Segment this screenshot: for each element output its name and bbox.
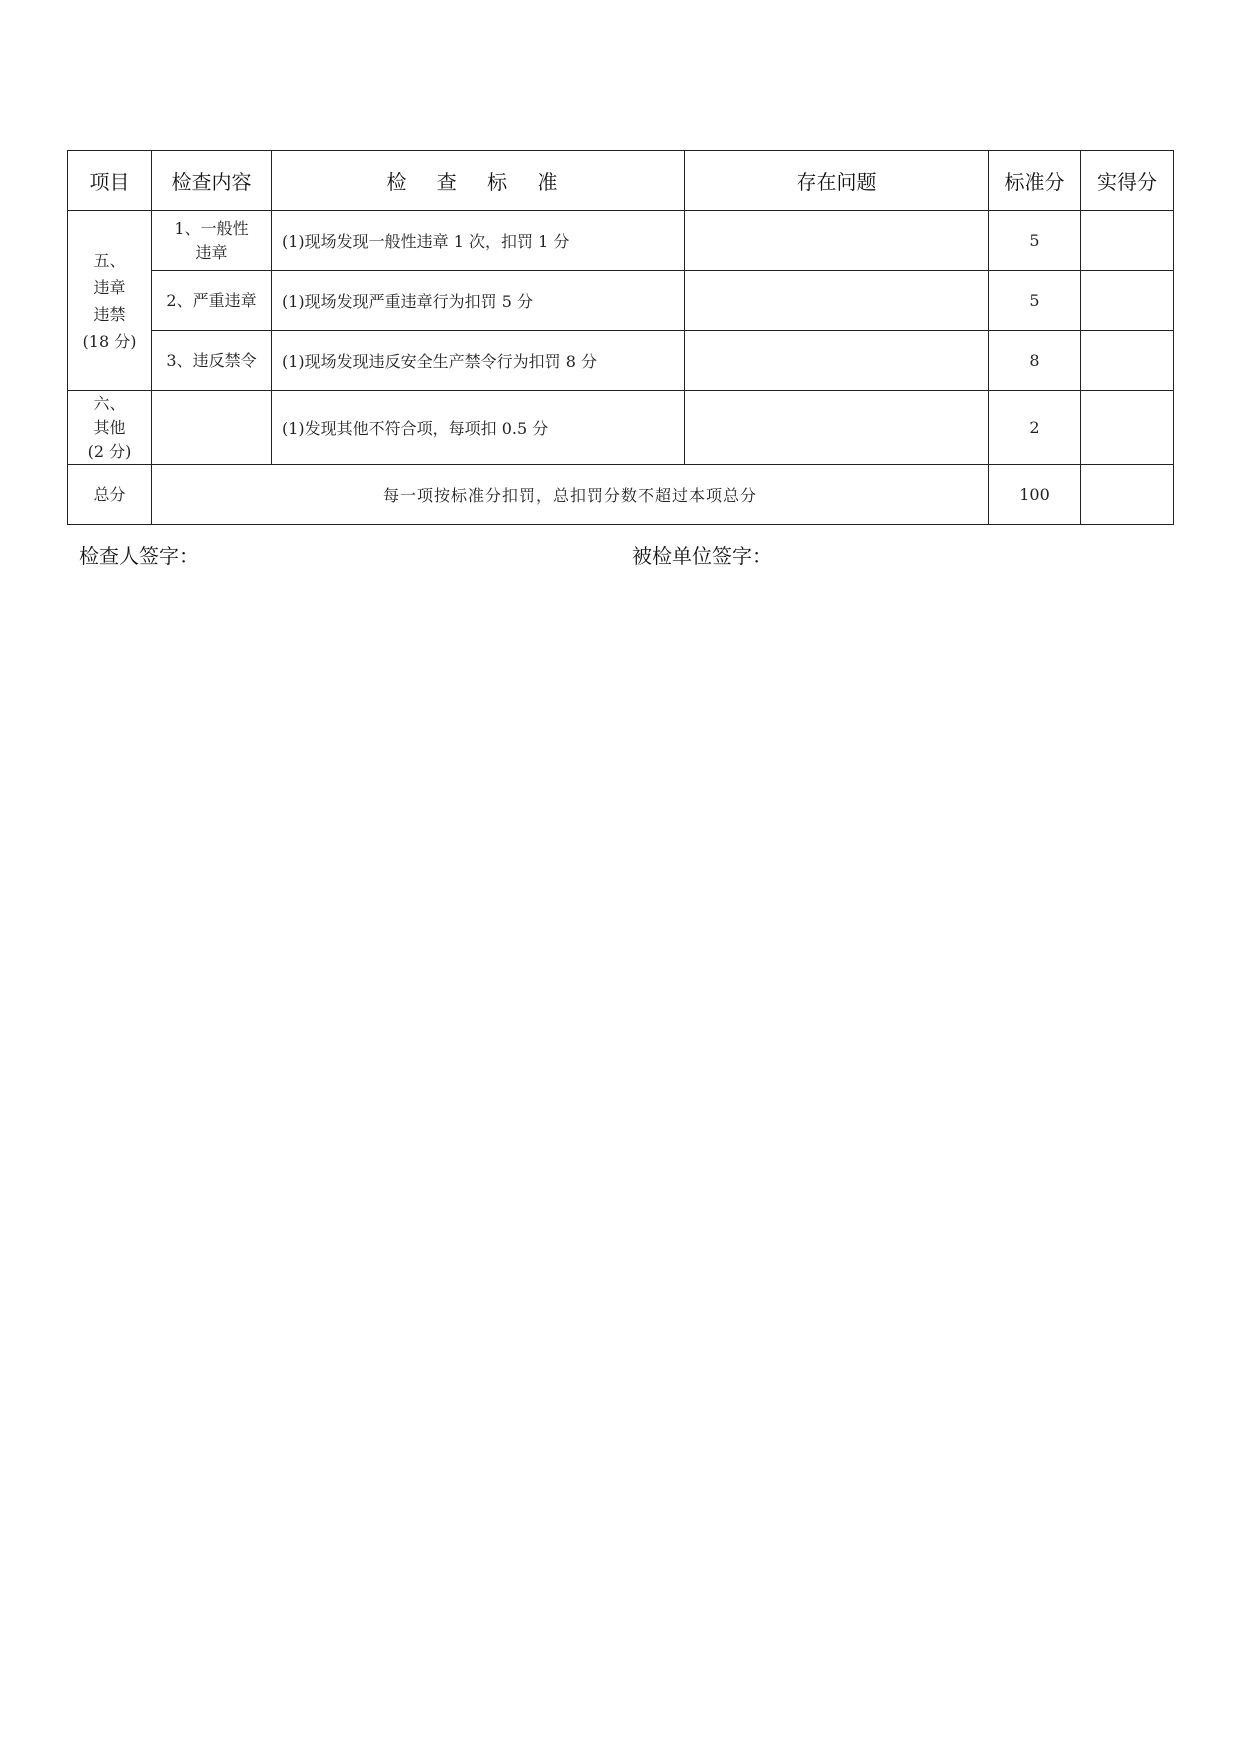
standard-text: (1)现场发现一般性违章 1 次，扣罚 1 分: [272, 211, 685, 271]
table-row: [68, 211, 1174, 271]
standard-score: 5: [989, 211, 1081, 271]
category-label: 违章: [93, 277, 126, 297]
header-standard: 检 查 标 准: [272, 151, 685, 211]
header-issue: 存在问题: [685, 151, 989, 211]
standard-score: 8: [989, 331, 1081, 391]
content-empty-cell: [152, 391, 272, 465]
standard-text: (1)现场发现严重违章行为扣罚 5 分: [272, 271, 685, 331]
inspected-unit-signature-label: 被检单位签字：: [632, 544, 772, 568]
standard-text: (1)发现其他不符合项，每项扣 0.5 分: [272, 391, 685, 465]
table-row: [68, 391, 1174, 465]
header-content: 检查内容: [152, 151, 272, 211]
inspector-signature-label: 检查人签字：: [79, 544, 199, 568]
total-standard-score: 100: [989, 465, 1081, 525]
issue-cell[interactable]: [685, 391, 989, 465]
category-label: 五、: [93, 250, 126, 270]
category-label: 六、: [93, 393, 126, 413]
actual-score-cell[interactable]: [1081, 391, 1174, 465]
issue-cell[interactable]: [685, 331, 989, 391]
content-label: 1、一般性: [174, 218, 249, 238]
category-other: [68, 391, 152, 465]
table-row: [68, 331, 1174, 391]
actual-score-cell[interactable]: [1081, 331, 1174, 391]
content-label: 违章: [195, 242, 228, 262]
standard-score: 5: [989, 271, 1081, 331]
category-points: (18 分): [82, 331, 137, 351]
issue-cell[interactable]: [685, 271, 989, 331]
category-violations: [68, 211, 152, 391]
content-general-violation: [152, 211, 272, 271]
content-prohibition-violation: 3、违反禁令: [152, 331, 272, 391]
total-row: [68, 465, 1174, 525]
header-standard-score: 标准分: [989, 151, 1081, 211]
category-label: 其他: [93, 417, 126, 437]
actual-score-cell[interactable]: [1081, 271, 1174, 331]
total-rule-text: 每一项按标准分扣罚，总扣罚分数不超过本项总分: [152, 465, 989, 525]
standard-text: (1)现场发现违反安全生产禁令行为扣罚 8 分: [272, 331, 685, 391]
total-label: 总分: [68, 465, 152, 525]
issue-cell[interactable]: [685, 211, 989, 271]
header-actual-score: 实得分: [1081, 151, 1174, 211]
table-row: [68, 271, 1174, 331]
inspection-score-table: [67, 150, 1174, 525]
content-serious-violation: 2、严重违章: [152, 271, 272, 331]
header-item: 项目: [68, 151, 152, 211]
table-header-row: [68, 151, 1174, 211]
standard-score: 2: [989, 391, 1081, 465]
category-label: 违禁: [93, 304, 126, 324]
total-actual-score-cell[interactable]: [1081, 465, 1174, 525]
category-points: (2 分): [87, 441, 132, 461]
actual-score-cell[interactable]: [1081, 211, 1174, 271]
